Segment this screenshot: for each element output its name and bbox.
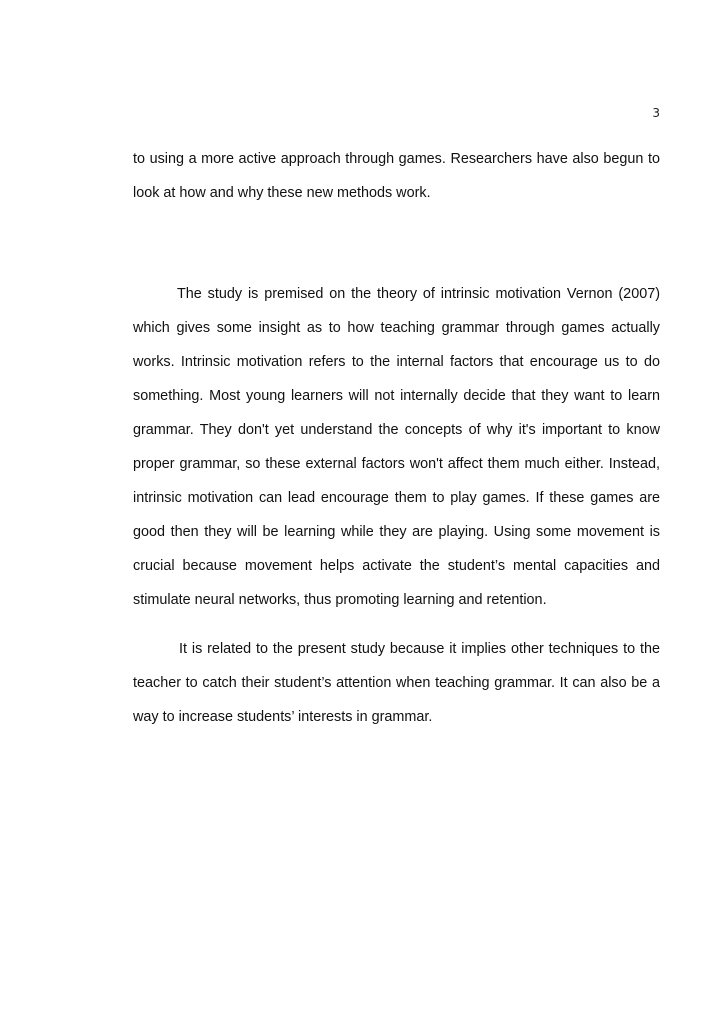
paragraph-intrinsic-motivation: The study is premised on the theory of intrinsic motivation Vernon (2007) which gives some insight as to how teaching grammar through games actually works. Intrinsic motivation refers to the internal factors that encourage us to do something. Most young learners will not internally decide that they want to learn grammar. They don't yet understand the concepts of why it's important to know proper grammar, so these external factors won't affect them much either. Instead, intrinsic motivation can lead encourage them to play games. If these games are good then they will be learning while they are playing. Using some movement is crucial because movement helps activate the student’s mental capacities and stimulate neural networks, thus promoting learning and retention. bbox=[133, 286, 660, 608]
paragraph-continuation: to using a more active approach through games. Researchers have also begun to look at how and why these new methods work. bbox=[133, 151, 660, 201]
page-number: 3 bbox=[652, 106, 660, 120]
paragraph-relation-to-study: It is related to the present study because it implies other techniques to the teacher to catch their student’s attention when teaching grammar. It can also be a way to increase students’ interests in grammar. bbox=[133, 641, 660, 725]
